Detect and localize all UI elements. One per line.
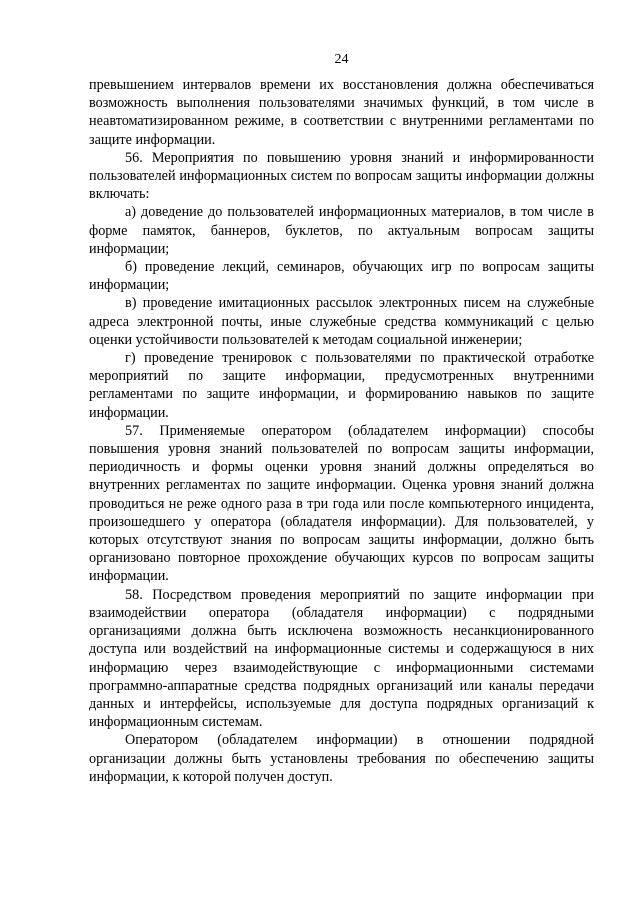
- list-item-g: г) проведение тренировок с пользователями по практической отработке мероприятий по защите информации, предусмотренных внутренними регламентами по защите информации, и формированию навыков по защите информации.: [89, 350, 594, 421]
- paragraph-56: 56. Мероприятия по повышению уровня знаний и информированности пользователей информационных систем по вопросам защиты информации должны включать:: [89, 149, 594, 203]
- paragraph-contractor-requirements: Оператором (обладателем информации) в отношении подрядной организации должны быть установлены требования по обеспечению защиты информации, к которой получен доступ.: [89, 732, 594, 785]
- page-number: 24: [334, 52, 349, 67]
- list-item-v: в) проведение имитационных рассылок электронных писем на служебные адреса электронной почты, иные служебные средства коммуникаций с целью оценки устойчивости пользователей к методам социальной инженерии;: [89, 295, 594, 348]
- paragraph-continuation: превышением интервалов времени их восстановления должна обеспечиваться возможность выполнения пользователями значимых функций, в том числе в неавтоматизированном режиме, в соответствии с внутренними регламентами по защите информации.: [89, 77, 594, 148]
- paragraph-57: 57. Применяемые оператором (обладателем информации) способы повышения уровня знаний пользователей по вопросам защиты информации, периодичность и формы оценки уровня знаний должны определяться во внутренних регламентах по защите информации. Оценка уровня знаний должна проводиться не реже одного раза в три года или после компьютерного инцидента, произошедшего у оператора (обладателя информации). Для пользователей, у которых отсутствуют знания по вопросам защиты информации, должно быть организовано повторное прохождение обучающих курсов по вопросам защиты информации.: [89, 422, 594, 585]
- list-item-a: а) доведение до пользователей информационных материалов, в том числе в форме памяток, баннеров, буклетов, по актуальным вопросам защиты информации;: [89, 204, 594, 257]
- list-item-b: б) проведение лекций, семинаров, обучающих игр по вопросам защиты информации;: [89, 259, 594, 294]
- paragraph-58: 58. Посредством проведения мероприятий по защите информации при взаимодействии оператора (обладателя информации) с подрядными организациями должна быть исключена возможность несанкционированного доступа или воздействий на информационные системы и содержащуюся в них информацию через взаимодействующие с информационными системами программно-аппаратные средства подрядных организаций или каналы передачи данных и интерфейсы, используемые для доступа подрядных организаций к информационным системам.: [89, 586, 594, 731]
